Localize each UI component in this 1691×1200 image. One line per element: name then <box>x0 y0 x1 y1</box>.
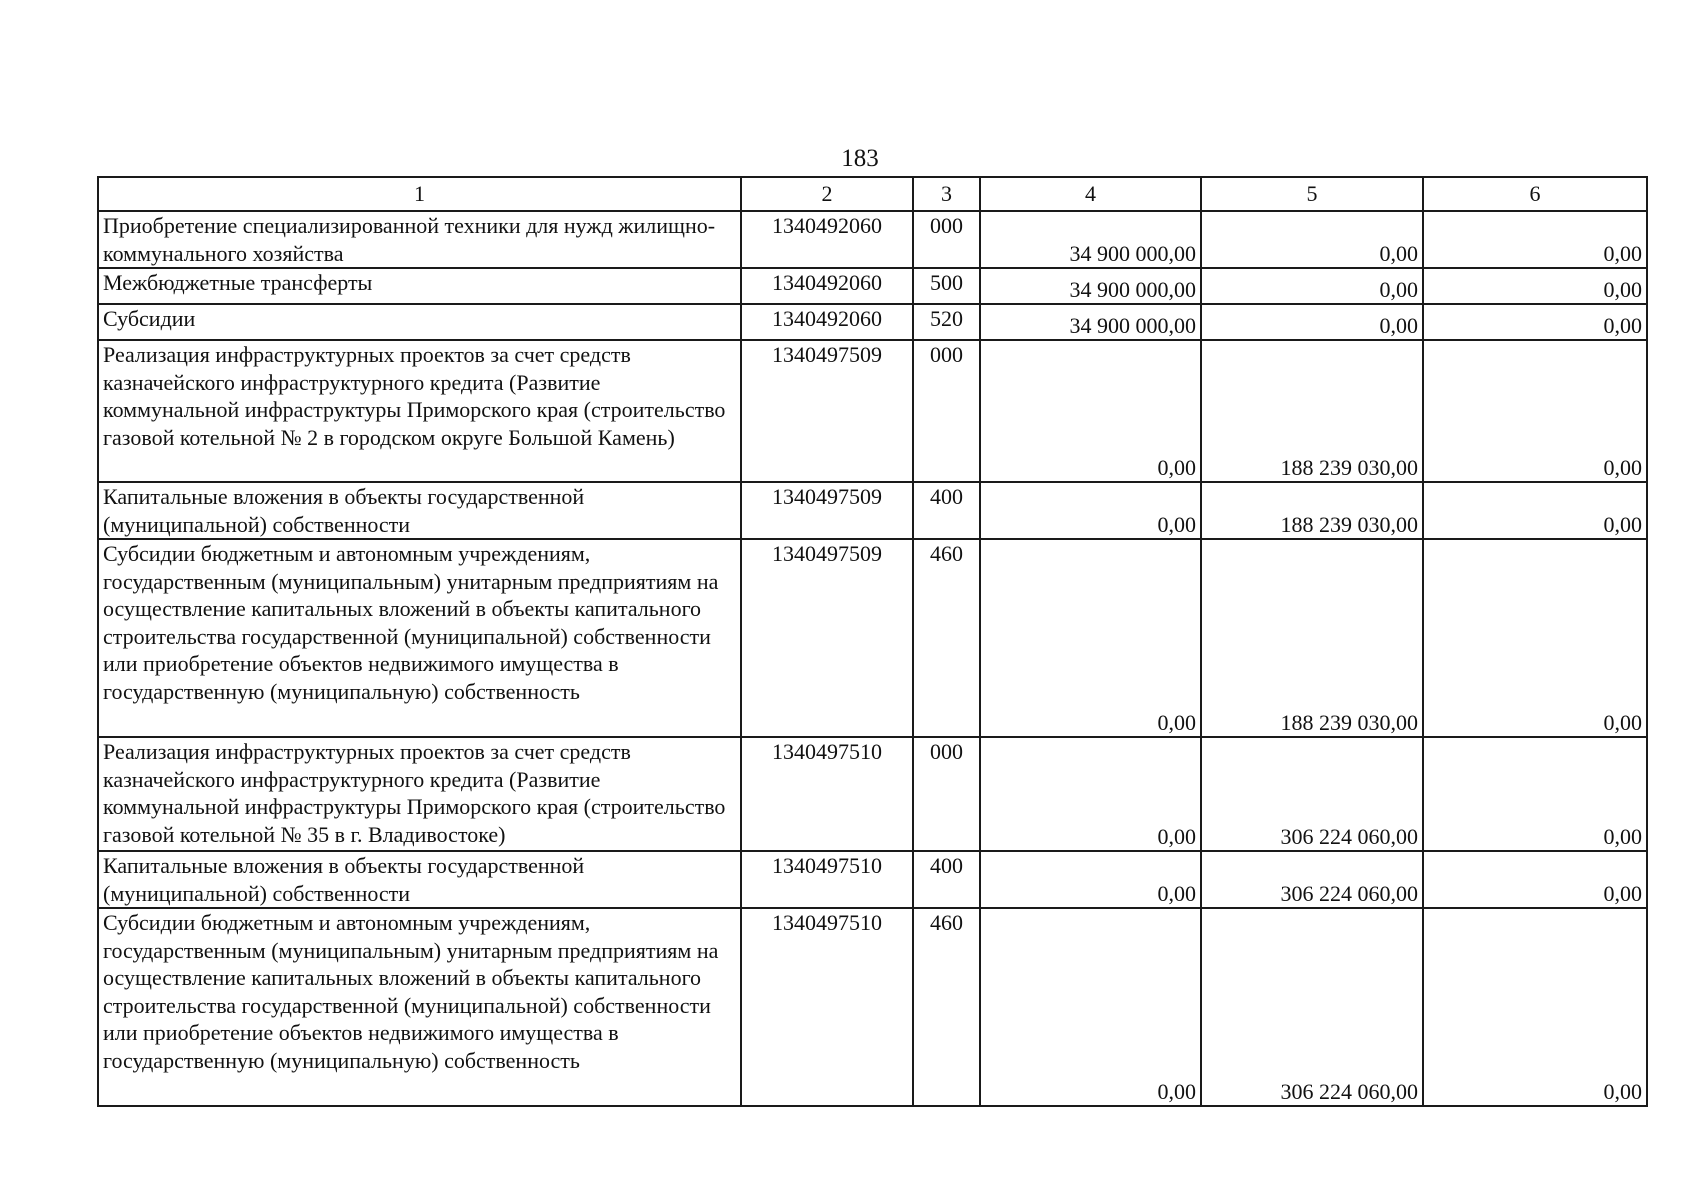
row-value-6-cell: 0,00 <box>1423 482 1647 539</box>
row-value-6-cell: 0,00 <box>1423 340 1647 482</box>
row-value-6-cell: 0,00 <box>1423 211 1647 268</box>
row-value-4-cell: 0,00 <box>980 539 1201 737</box>
table-row <box>98 908 1647 1106</box>
row-value-5-cell: 306 224 060,00 <box>1201 851 1423 908</box>
row-name-cell: Капитальные вложения в объекты государственной (муниципальной) собственности <box>98 851 741 908</box>
row-value-5-cell: 0,00 <box>1201 304 1423 340</box>
row-code-cell: 1340492060 <box>741 211 913 268</box>
budget-table <box>97 176 1648 1107</box>
row-value-4-cell: 0,00 <box>980 737 1201 851</box>
row-type-cell: 000 <box>913 340 980 482</box>
row-value-4-cell: 34 900 000,00 <box>980 304 1201 340</box>
table-row <box>98 851 1647 908</box>
row-value-6-cell: 0,00 <box>1423 268 1647 304</box>
row-type-cell: 500 <box>913 268 980 304</box>
row-value-5-cell: 0,00 <box>1201 268 1423 304</box>
row-value-5-cell: 306 224 060,00 <box>1201 737 1423 851</box>
page-number: 183 <box>841 145 879 172</box>
row-type-cell: 000 <box>913 737 980 851</box>
row-code-cell: 1340497510 <box>741 908 913 1106</box>
row-type-cell: 460 <box>913 539 980 737</box>
row-name-cell: Реализация инфраструктурных проектов за счет средств казначейского инфраструктурного кредита (Развитие коммунальной инфраструктуры Приморского края (строительство газовой котельной № 2 в городском округе Большой Камень) <box>98 340 741 482</box>
row-value-4-cell: 0,00 <box>980 908 1201 1106</box>
row-name-cell: Субсидии бюджетным и автономным учреждениям, государственным (муниципальным) унитарным предприятиям на осуществление капитальных вложений в объекты капитального строительства государственной (муниципальной) собственности или приобретение объектов недвижимого имущества в государственную (муниципальную) собственность <box>98 539 741 737</box>
row-value-5-cell: 188 239 030,00 <box>1201 482 1423 539</box>
row-name-cell: Субсидии <box>98 304 741 340</box>
row-value-5-cell: 188 239 030,00 <box>1201 539 1423 737</box>
header-row <box>98 177 1647 211</box>
row-value-5-cell: 188 239 030,00 <box>1201 340 1423 482</box>
row-code-cell: 1340492060 <box>741 304 913 340</box>
row-value-4-cell: 0,00 <box>980 340 1201 482</box>
row-name-cell: Межбюджетные трансферты <box>98 268 741 304</box>
table-row <box>98 268 1647 304</box>
row-value-6-cell: 0,00 <box>1423 304 1647 340</box>
row-value-5-cell: 306 224 060,00 <box>1201 908 1423 1106</box>
row-value-4-cell: 0,00 <box>980 851 1201 908</box>
row-value-6-cell: 0,00 <box>1423 851 1647 908</box>
row-value-6-cell: 0,00 <box>1423 737 1647 851</box>
header-col-5: 5 <box>1201 177 1423 211</box>
row-code-cell: 1340497509 <box>741 482 913 539</box>
row-name-cell: Реализация инфраструктурных проектов за счет средств казначейского инфраструктурного кредита (Развитие коммунальной инфраструктуры Приморского края (строительство газовой котельной № 35 в г. Владивостоке) <box>98 737 741 851</box>
table-row <box>98 211 1647 268</box>
row-code-cell: 1340492060 <box>741 268 913 304</box>
row-name-cell: Приобретение специализированной техники для нужд жилищно-коммунального хозяйства <box>98 211 741 268</box>
row-code-cell: 1340497510 <box>741 737 913 851</box>
row-value-5-cell: 0,00 <box>1201 211 1423 268</box>
header-col-4: 4 <box>980 177 1201 211</box>
header-col-1: 1 <box>98 177 741 211</box>
row-type-cell: 000 <box>913 211 980 268</box>
row-value-4-cell: 34 900 000,00 <box>980 268 1201 304</box>
row-value-6-cell: 0,00 <box>1423 908 1647 1106</box>
row-type-cell: 400 <box>913 851 980 908</box>
table-row <box>98 737 1647 851</box>
header-col-3: 3 <box>913 177 980 211</box>
header-col-2: 2 <box>741 177 913 211</box>
row-name-cell: Капитальные вложения в объекты государственной (муниципальной) собственности <box>98 482 741 539</box>
row-type-cell: 520 <box>913 304 980 340</box>
row-code-cell: 1340497510 <box>741 851 913 908</box>
header-col-6: 6 <box>1423 177 1647 211</box>
row-type-cell: 460 <box>913 908 980 1106</box>
table-row <box>98 482 1647 539</box>
row-value-6-cell: 0,00 <box>1423 539 1647 737</box>
table-row <box>98 340 1647 482</box>
table-row <box>98 304 1647 340</box>
row-value-4-cell: 34 900 000,00 <box>980 211 1201 268</box>
row-code-cell: 1340497509 <box>741 340 913 482</box>
row-value-4-cell: 0,00 <box>980 482 1201 539</box>
table-row <box>98 539 1647 737</box>
row-name-cell: Субсидии бюджетным и автономным учреждениям, государственным (муниципальным) унитарным предприятиям на осуществление капитальных вложений в объекты капитального строительства государственной (муниципальной) собственности или приобретение объектов недвижимого имущества в государственную (муниципальную) собственность <box>98 908 741 1106</box>
row-code-cell: 1340497509 <box>741 539 913 737</box>
row-type-cell: 400 <box>913 482 980 539</box>
